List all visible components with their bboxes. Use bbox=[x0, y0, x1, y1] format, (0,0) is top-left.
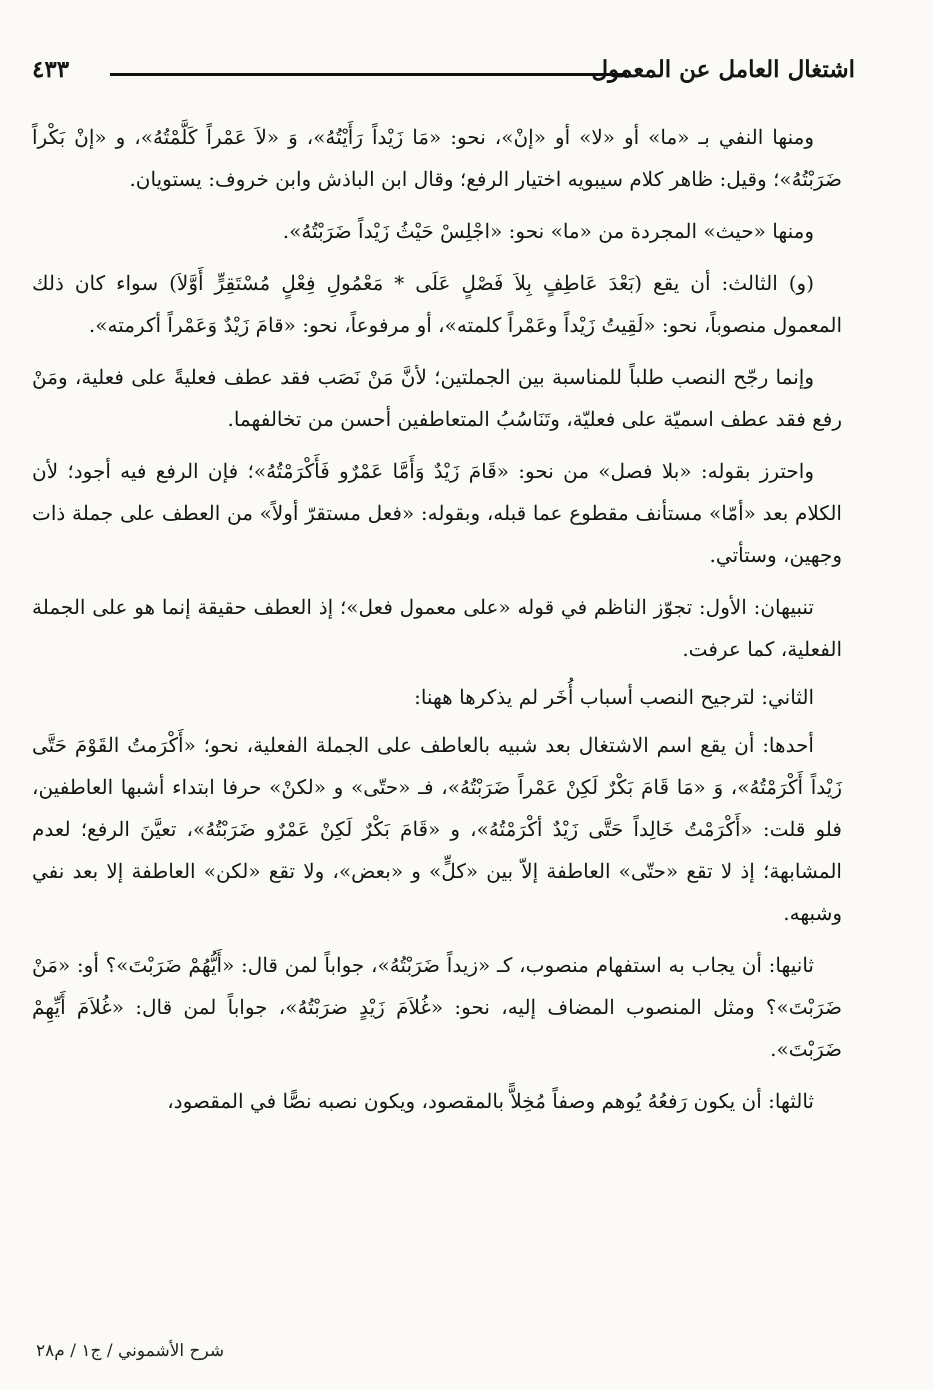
page-header bbox=[32, 48, 855, 88]
paragraph-negation: ومنها النفي بـ «ما» أو «لا» أو «إنْ»، نحو: «مَا زَيْداً رَأَيْتُهُ»، وَ «لاَ عَمْراً كَلَّمْتُهُ»، و «إنْ بَكْراً ضَرَبْتُهُ»؛ وقيل: ظاهر كلام سيبويه اختيار الرفع؛ وقال ابن الباذش وابن خروف: يستويان. bbox=[32, 125, 842, 191]
paragraph-third-reason: ثالثها: أن يكون رَفعُهُ يُوهم وصفاً مُخِلاًّ بالمقصود، ويكون نصبه نصًّا في المقصود، bbox=[167, 1089, 814, 1113]
page-number: ٤٣٣ bbox=[32, 56, 70, 83]
paragraph-haythu: ومنها «حيث» المجردة من «ما» نحو: «اجْلِسْ حَيْثُ زَيْداً ضَرَبْتُهُ». bbox=[282, 219, 814, 243]
paragraph-exclusion: واحترز بقوله: «بلا فصل» من نحو: «قَامَ زَيْدٌ وَأَمَّا عَمْرٌو فَأَكْرَمْتُهُ»؛ فإن الرفع فيه أجود؛ لأن الكلام بعد «أمّا» مستأنف مقطوع عما قبله، وبقوله: «فعل مستقرّ أولاً» من العطف على جملة ذات وجهين، وستأتي. bbox=[32, 459, 842, 567]
paragraph-notes-second: الثاني: لترجيح النصب أسباب أُخَر لم يذكرها ههنا: bbox=[414, 685, 814, 709]
paragraph-notes-first: تنبيهان: الأول: تجوّز الناظم في قوله «على معمول فعل»؛ إذ العطف حقيقة إنما هو على الجملة الفعلية، كما عرفت. bbox=[32, 595, 842, 661]
running-title: اشتغال العامل عن المعمول bbox=[591, 56, 855, 83]
paragraph-reason: وإنما رجّح النصب طلباً للمناسبة بين الجملتين؛ لأنَّ مَنْ نَصَب فقد عطف فعليةً على فعلية، ومَنْ رفع فقد عطف اسميّة على فعليّة، وتَنَاسُبُ المتعاطفين أحسن من تخالفهما. bbox=[32, 365, 842, 431]
paragraph-first-reason: أحدها: أن يقع اسم الاشتغال بعد شبيه بالعاطف على الجملة الفعلية، نحو؛ «أَكْرَمتُ القَوْمَ حَتَّى زَيْداً أَكْرَمْتُهُ»، وَ «مَا قَامَ بَكْرٌ لَكِنْ عَمْراً ضَرَبْتُهُ»، فـ «حتّى» و «لكنْ» حرفا ابتداء أشبها العاطفين، فلو قلت: «أَكْرَمْتُ خَالِداً حَتَّى زَيْدٌ أكْرَمْتُهُ»، و «قَامَ بَكْرٌ لَكِنْ عَمْرٌو ضَرَبْتُهُ»، تعيَّنَ الرفع؛ لعدم المشابهة؛ إذ لا تقع «حتّى» العاطفة إلاّ بين «كلٍّ» و «بعض»، ولا تقع «لكن» العاطفة إلا بعد نفي وشبهه. bbox=[32, 733, 842, 925]
header-rule bbox=[110, 73, 627, 76]
paragraph-third-case: (و) الثالث: أن يقع (بَعْدَ عَاطِفٍ بِلاَ فَصْلٍ عَلَى * مَعْمُولِ فِعْلٍ مُسْتَقِرٍّ أَوَّلاَ) سواء كان ذلك المعمول منصوباً، نحو: «لَقِيتُ زَيْداً وعَمْراً كلمته»، أو مرفوعاً، نحو: «قامَ زَيْدٌ وَعَمْراً أكرمته». bbox=[32, 271, 842, 337]
footer-signature: شرح الأشموني / ج١ / م٢٨ bbox=[36, 1341, 225, 1361]
page-body bbox=[32, 116, 842, 1132]
paragraph-second-reason: ثانيها: أن يجاب به استفهام منصوب، كـ «زيداً ضَرَبْتُهُ»، جواباً لمن قال: «أَيُّهُمْ ضَرَبْتَ»؟ أو: «مَنْ ضَرَبْتَ»؟ ومثل المنصوب المضاف إليه، نحو: «غُلاَمَ زَيْدٍ ضرَبْتُهُ»، جواباً لمن قال: «غُلاَمَ أَيِّهِمْ ضَرَبْتَ». bbox=[32, 953, 842, 1061]
